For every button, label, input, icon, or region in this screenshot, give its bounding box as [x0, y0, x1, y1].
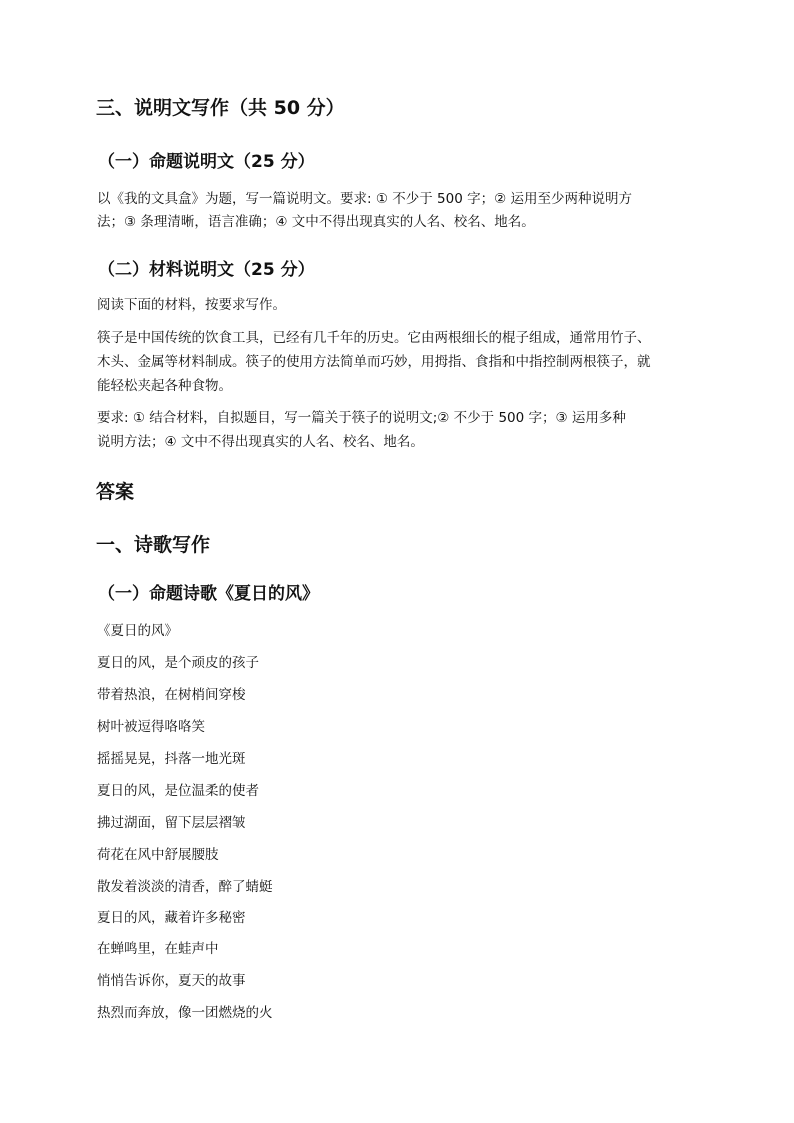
part-one-title: （一）命题说明文（25 分）: [98, 152, 315, 172]
poem-line: 摇摇晃晃，抖落一地光斑: [97, 751, 246, 767]
poem-line: 拂过湖面，留下层层褶皱: [97, 815, 246, 831]
poem-line: 悄悄告诉你，夏天的故事: [97, 973, 246, 989]
poem-line: 夏日的风，是个顽皮的孩子: [97, 655, 259, 671]
material-line-1: 筷子是中国传统的饮食工具，已经有几千年的历史。它由两根细长的棍子组成，通常用竹子、: [97, 330, 651, 346]
poem-line: 夏日的风，藏着许多秘密: [97, 910, 246, 926]
material-line-3: 能轻松夹起各种食物。: [97, 378, 232, 394]
requirement-line-1: 要求: ① 结合材料，自拟题目，写一篇关于筷子的说明文;② 不少于 500 字；③ 运用多种: [97, 410, 626, 426]
poem-line: 夏日的风，是位温柔的使者: [97, 783, 259, 799]
section-three-title: 三、说明文写作（共 50 分）: [96, 97, 345, 119]
poem-line: 散发着淡淡的清香，醉了蜻蜓: [97, 879, 273, 895]
part-two-title: （二）材料说明文（25 分）: [98, 260, 315, 280]
material-line-2: 木头、金属等材料制成。筷子的使用方法简单而巧妙，用拇指、食指和中指控制两根筷子，就: [97, 354, 651, 370]
answers-title: 答案: [96, 481, 135, 503]
answers-section-one-title: 一、诗歌写作: [96, 534, 211, 556]
answers-part-one-title: （一）命题诗歌《夏日的风》: [98, 584, 319, 604]
poem-line: 在蝉鸣里，在蛙声中: [97, 941, 219, 957]
requirement-line-2: 说明方法；④ 文中不得出现真实的人名、校名、地名。: [97, 434, 424, 450]
part-one-text-line-2: 法；③ 条理清晰，语言准确；④ 文中不得出现真实的人名、校名、地名。: [97, 214, 535, 230]
part-two-intro: 阅读下面的材料，按要求写作。: [97, 297, 286, 313]
poem-line: 热烈而奔放，像一团燃烧的火: [97, 1005, 273, 1021]
part-one-text-line-1: 以《我的文具盒》为题，写一篇说明文。要求: ① 不少于 500 字；② 运用至少两种说明方: [97, 191, 632, 207]
poem-line: 荷花在风中舒展腰肢: [97, 847, 219, 863]
poem-line: 带着热浪，在树梢间穿梭: [97, 687, 246, 703]
poem-title: 《夏日的风》: [97, 623, 178, 639]
poem-line: 树叶被逗得咯咯笑: [97, 719, 205, 735]
